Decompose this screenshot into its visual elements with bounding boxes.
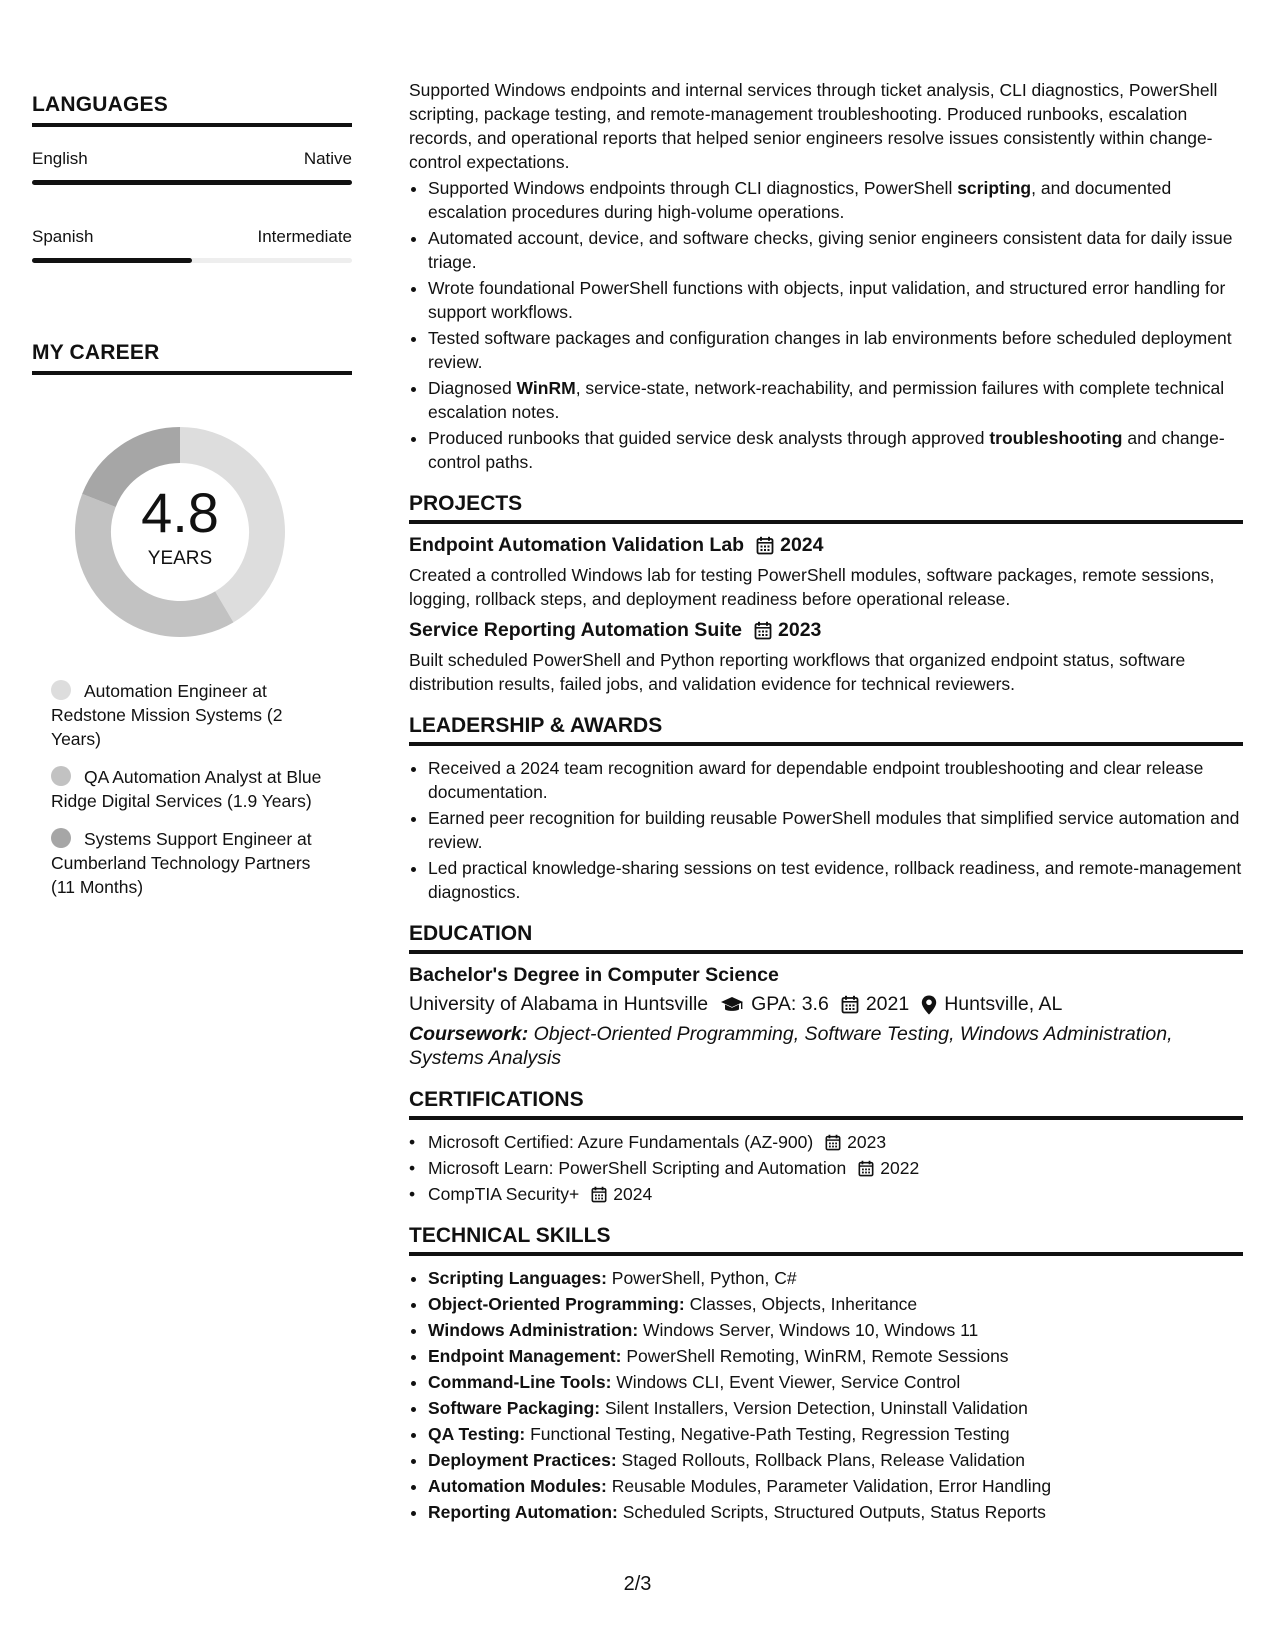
bullet-text: Diagnosed: [428, 378, 517, 398]
skill-category: Deployment Practices:: [428, 1450, 617, 1470]
education-meta: [409, 993, 1243, 1016]
list-item: [428, 1422, 1243, 1446]
list-item: • Led practical knowledge-sharing sessions on test evidence, rollback readiness, and remote-management diagnostics.: [428, 856, 1243, 904]
language-bar-fill: [32, 180, 352, 185]
project-name: Endpoint Automation Validation Lab: [409, 534, 745, 556]
skill-category: Endpoint Management:: [428, 1346, 622, 1366]
list-item: [428, 376, 1243, 424]
skill-category: QA Testing:: [428, 1424, 526, 1444]
list-item: • Wrote foundational PowerShell functions with objects, input validation, and structured error handling for support workflows.: [428, 276, 1243, 324]
leadership-list: [409, 756, 1243, 904]
list-item: [428, 1396, 1243, 1420]
skills-list: [409, 1266, 1243, 1524]
coursework-label: Coursework:: [409, 1023, 529, 1045]
list-item: [428, 1266, 1243, 1290]
bullet-text: Produced runbooks that guided service desk analysts through approved: [428, 428, 990, 448]
career-total-years: 4.8: [141, 481, 219, 544]
list-item: • Received a 2024 team recognition award for dependable endpoint troubleshooting and clear release documentation.: [428, 756, 1243, 804]
language-item: [32, 149, 352, 185]
skill-values: Staged Rollouts, Rollback Plans, Release Validation: [616, 1450, 1025, 1470]
career-legend-text: Automation Engineer at Redstone Mission Systems (2 Years): [51, 681, 283, 749]
career-legend-item: [51, 827, 336, 899]
language-item: [32, 227, 352, 263]
bullet-keyword: scripting: [957, 178, 1032, 198]
language-bar-fill: [32, 258, 192, 263]
legend-swatch: [51, 828, 71, 848]
language-level: Intermediate: [257, 227, 352, 246]
project-description: Created a controlled Windows lab for testing PowerShell modules, software packages, remote sessions, logging, rollback steps, and deployment readiness before operational release.: [409, 565, 1215, 609]
sidebar: [32, 93, 352, 913]
experience-summary: Supported Windows endpoints and internal services through ticket analysis, CLI diagnostics, PowerShell scripting, package testing, and remote-management troubleshooting. Produced runbooks, escalation records, and operational reports that helped senior engineers resolve issues consistently within change-control expectations.: [409, 80, 1218, 172]
location-pin-icon: [921, 995, 937, 1015]
list-item: [409, 1130, 1243, 1154]
language-name: English: [32, 149, 88, 168]
main-content: [409, 78, 1243, 1526]
bullet-keyword: troubleshooting: [989, 428, 1123, 448]
list-item: [409, 1156, 1243, 1180]
project-item: [409, 619, 1243, 696]
skill-values: Windows Server, Windows 10, Windows 11: [638, 1320, 979, 1340]
calendar-icon: [591, 1186, 607, 1203]
certification-name: • Microsoft Certified: Azure Fundamentals (AZ-900): [428, 1132, 814, 1152]
career-legend-item: [51, 679, 336, 751]
list-item: [428, 1370, 1243, 1394]
calendar-icon: [756, 536, 774, 555]
skills-heading: TECHNICAL SKILLS: [409, 1224, 1243, 1256]
career-heading: MY CAREER: [32, 341, 352, 375]
bullet-text: , and documented escalation procedures during high-volume operations.: [428, 178, 1172, 222]
school-location: Huntsville, AL: [944, 993, 1063, 1015]
skill-values: PowerShell, Python, C#: [606, 1268, 797, 1288]
project-item: [409, 534, 1243, 611]
calendar-icon: [858, 1160, 874, 1177]
school-name: University of Alabama in Huntsville: [409, 993, 709, 1015]
graduation-year: 2021: [865, 993, 910, 1015]
graduation-cap-icon: [720, 996, 744, 1014]
skill-values: Classes, Objects, Inheritance: [684, 1294, 918, 1314]
list-item: [428, 1474, 1243, 1498]
bullet-keyword: WinRM: [516, 378, 576, 398]
skill-values: Silent Installers, Version Detection, Uninstall Validation: [600, 1398, 1028, 1418]
list-item: [428, 426, 1243, 474]
legend-swatch: [51, 680, 71, 700]
skill-category: Software Packaging:: [428, 1398, 601, 1418]
experience-bullets: [409, 176, 1243, 474]
list-item: [428, 1448, 1243, 1472]
skill-values: Reusable Modules, Parameter Validation, Error Handling: [606, 1476, 1052, 1496]
skill-values: Scheduled Scripts, Structured Outputs, Status Reports: [617, 1502, 1046, 1522]
career-legend-item: [51, 765, 336, 813]
calendar-icon: [825, 1134, 841, 1151]
calendar-icon: [754, 621, 772, 640]
list-item: • Automated account, device, and software checks, giving senior engineers consistent data for daily issue triage.: [428, 226, 1243, 274]
career-legend-text: QA Automation Analyst at Blue Ridge Digital Services (1.9 Years): [51, 767, 322, 811]
education-heading: EDUCATION: [409, 922, 1243, 954]
list-item: [409, 1182, 1243, 1206]
certification-year: 2022: [880, 1158, 920, 1178]
skill-category: Windows Administration:: [428, 1320, 639, 1340]
language-level: Native: [303, 149, 352, 168]
language-bar: [32, 180, 352, 185]
career-years-label: YEARS: [147, 548, 213, 569]
career-donut-chart: [67, 419, 293, 645]
list-item: • Tested software packages and configuration changes in lab environments before scheduled deployment review.: [428, 326, 1243, 374]
bullet-text: , service-state, network-reachability, and permission failures with complete technical escalation notes.: [428, 378, 1225, 422]
skill-category: Command-Line Tools:: [428, 1372, 612, 1392]
project-description: Built scheduled PowerShell and Python reporting workflows that organized endpoint status, software distribution results, failed jobs, and validation evidence for technical reviewers.: [409, 650, 1186, 694]
skill-values: Windows CLI, Event Viewer, Service Control: [611, 1372, 961, 1392]
certification-name: • CompTIA Security+: [428, 1184, 580, 1204]
gpa: GPA: 3.6: [751, 993, 829, 1015]
career-legend: [51, 679, 336, 899]
project-name: Service Reporting Automation Suite: [409, 619, 742, 641]
certification-year: 2023: [847, 1132, 887, 1152]
project-year: 2024: [780, 534, 824, 556]
bullet-text: Supported Windows endpoints through CLI diagnostics, PowerShell: [428, 178, 958, 198]
career-legend-text: Systems Support Engineer at Cumberland Technology Partners (11 Months): [51, 829, 312, 897]
coursework-list: Object-Oriented Programming, Software Testing, Windows Administration, Systems Analysis: [409, 1023, 1173, 1069]
page-number: 2/3: [623, 1573, 652, 1595]
project-year: 2023: [778, 619, 822, 641]
list-item: [428, 176, 1243, 224]
certification-name: • Microsoft Learn: PowerShell Scripting and Automation: [428, 1158, 847, 1178]
skill-values: PowerShell Remoting, WinRM, Remote Sessions: [621, 1346, 1009, 1366]
language-name: Spanish: [32, 227, 94, 246]
coursework: [409, 1022, 1243, 1070]
skill-category: Automation Modules:: [428, 1476, 607, 1496]
language-bar: [32, 258, 352, 263]
languages-heading: LANGUAGES: [32, 93, 352, 127]
certifications-list: [409, 1130, 1243, 1206]
bullet-text: and change-control paths.: [428, 428, 1225, 472]
list-item: [428, 1292, 1243, 1316]
legend-swatch: [51, 766, 71, 786]
projects-heading: PROJECTS: [409, 492, 1243, 524]
list-item: [428, 1344, 1243, 1368]
calendar-icon: [841, 995, 859, 1014]
skill-values: Functional Testing, Negative-Path Testing, Regression Testing: [525, 1424, 1010, 1444]
certifications-heading: CERTIFICATIONS: [409, 1088, 1243, 1120]
skill-category: Object-Oriented Programming:: [428, 1294, 685, 1314]
degree-title: Bachelor's Degree in Computer Science: [409, 964, 779, 986]
skill-category: Scripting Languages:: [428, 1268, 607, 1288]
list-item: [428, 1318, 1243, 1342]
certification-year: 2024: [613, 1184, 653, 1204]
skill-category: Reporting Automation:: [428, 1502, 618, 1522]
list-item: • Earned peer recognition for building reusable PowerShell modules that simplified service automation and review.: [428, 806, 1243, 854]
list-item: [428, 1500, 1243, 1524]
leadership-heading: LEADERSHIP & AWARDS: [409, 714, 1243, 746]
